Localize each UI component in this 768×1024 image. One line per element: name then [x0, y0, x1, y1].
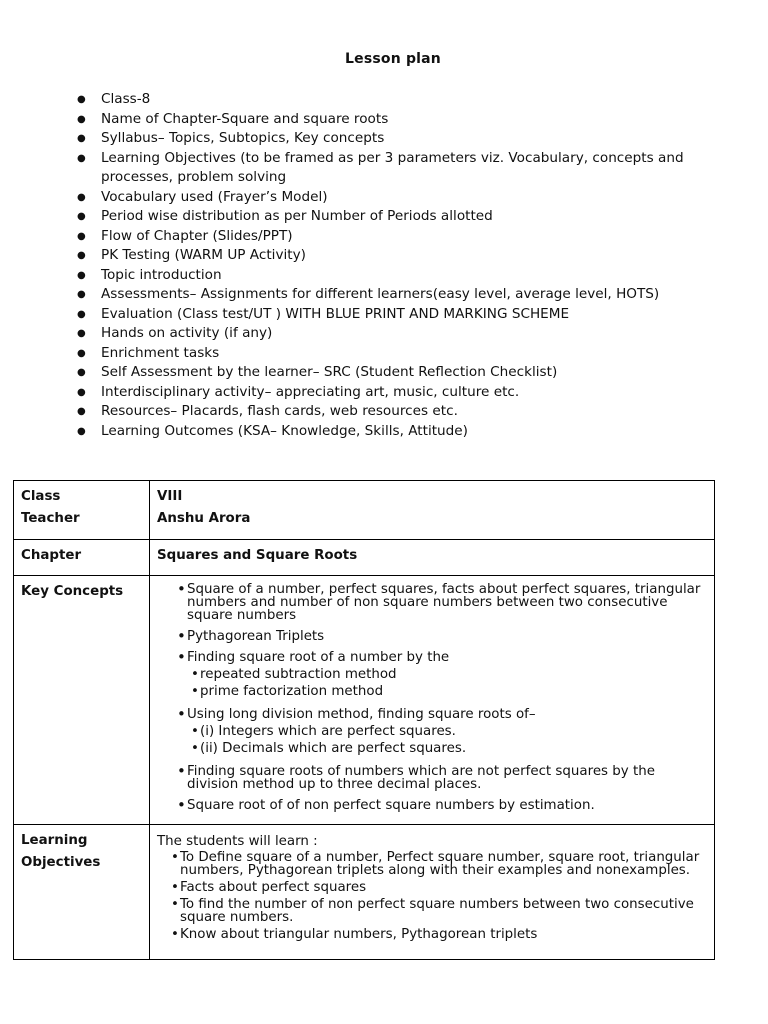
sub-list-item: • (ii) Decimals which are perfect squares. [191, 740, 707, 757]
checklist-item: ● Learning Objectives (to be framed as per 3 parameters viz. Vocabulary, concepts and processes, problem solving [77, 149, 717, 188]
checklist-item: ● Hands on activity (if any) [77, 324, 717, 344]
teacher-value: Anshu Arora [157, 511, 251, 526]
list-item: • Facts about perfect squares [171, 881, 707, 894]
chapter-value-cell [150, 540, 715, 576]
table-row-key-concepts [14, 576, 715, 825]
learning-objectives-cell [150, 825, 715, 960]
list-item: • Using long division method, finding square roots of– • (i) Integers which are perfect squares. • (ii) Decimals which are perfect squares. [175, 708, 707, 757]
class-teacher-label-cell [14, 481, 150, 540]
lo-label-line-1: Learning [21, 833, 88, 848]
chapter-value: Squares and Square Roots [157, 548, 358, 563]
checklist-item: ● Interdisciplinary activity– appreciating art, music, culture etc. [77, 383, 717, 403]
sub-list-item: • prime factorization method [191, 683, 707, 700]
key-concepts-list [157, 581, 707, 824]
checklist-item: ● Enrichment tasks [77, 344, 717, 364]
checklist-item: ● Topic introduction [77, 266, 717, 286]
teacher-label: Teacher [21, 511, 80, 526]
sub-list-item: • repeated subtraction method [191, 666, 707, 683]
checklist-item: ● Period wise distribution as per Number of Periods allotted [77, 207, 717, 227]
checklist-item: ● Vocabulary used (Frayer’s Model) [77, 188, 717, 208]
lo-intro: The students will learn : [157, 834, 318, 849]
class-value: VIII [157, 489, 183, 504]
key-concepts-cell [150, 576, 715, 825]
checklist-item: ● Syllabus– Topics, Subtopics, Key concepts [77, 129, 717, 149]
learning-objectives-list [157, 851, 707, 951]
checklist-item: ● Evaluation (Class test/UT ) WITH BLUE PRINT AND MARKING SCHEME [77, 305, 717, 325]
key-concepts-label: Key Concepts [14, 576, 150, 825]
sub-list [187, 723, 707, 757]
sub-list [187, 666, 707, 700]
class-label: Class [21, 489, 61, 504]
learning-objectives-label-cell [14, 825, 150, 960]
list-item: • Square root of of non perfect square numbers by estimation. [175, 799, 707, 812]
checklist-item: ● Self Assessment by the learner– SRC (Student Reflection Checklist) [77, 363, 717, 383]
checklist-item: ● Name of Chapter-Square and square roots [77, 110, 717, 130]
list-item: • Know about triangular numbers, Pythagorean triplets [171, 928, 707, 941]
class-teacher-value-cell [150, 481, 715, 540]
table-row-class-teacher [14, 481, 715, 540]
list-item: • To Define square of a number, Perfect square number, square root, triangular numbers, Pythagorean triplets along with their examples and nonexamples. [171, 851, 707, 877]
lesson-plan-table [13, 480, 715, 960]
list-item: • Square of a number, perfect squares, facts about perfect squares, triangular numbers and number of non square numbers between two consecutive square numbers [175, 583, 707, 622]
chapter-label: Chapter [14, 540, 150, 576]
page-title: Lesson plan [345, 51, 441, 67]
lesson-plan-checklist [77, 90, 717, 441]
list-item: • Finding square roots of numbers which are not perfect squares by the division method up to three decimal places. [175, 765, 707, 791]
table-row-chapter [14, 540, 715, 576]
lo-label-line-2: Objectives [21, 855, 101, 870]
checklist-item: ● Learning Outcomes (KSA– Knowledge, Skills, Attitude) [77, 422, 717, 442]
checklist-item: ● PK Testing (WARM UP Activity) [77, 246, 717, 266]
list-item: • To find the number of non perfect square numbers between two consecutive square numbers. [171, 898, 707, 924]
checklist-item: ● Resources– Placards, flash cards, web resources etc. [77, 402, 717, 422]
table-row-learning-objectives [14, 825, 715, 960]
list-item: • Pythagorean Triplets [175, 630, 707, 643]
checklist-item: ● Flow of Chapter (Slides/PPT) [77, 227, 717, 247]
sub-list-item: • (i) Integers which are perfect squares. [191, 723, 707, 740]
list-item: • Finding square root of a number by the • repeated subtraction method • prime factorization method [175, 651, 707, 700]
checklist-item: ● Class-8 [77, 90, 717, 110]
checklist-item: ● Assessments– Assignments for different learners(easy level, average level, HOTS) [77, 285, 717, 305]
